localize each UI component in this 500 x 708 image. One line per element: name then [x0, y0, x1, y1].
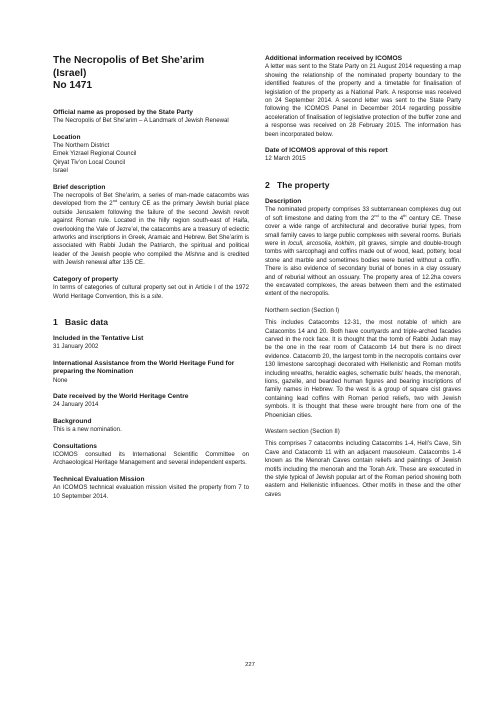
- section-heading: Additional information received by ICOMOS: [265, 55, 403, 62]
- section-text: None: [53, 376, 68, 384]
- section-heading: Date of ICOMOS approval of this report: [265, 147, 388, 155]
- section-heading: Category of property: [53, 275, 119, 283]
- background-section: [53, 418, 249, 435]
- section-text: 12 March 2015: [265, 155, 306, 163]
- section-text: This includes Catacombs 12-31, the most notable of which are Catacombs 14 and 20. Both have courtyards and triple-arched facades carved in the rock face. It is thought that the tomb of Rabbi Judah may be the one in the rear room of Catacomb 14 but there is no direct evidence. Catacomb 20, the largest tomb in the necropolis contains over 130 limestone sarcophagi decorated with Hellenistic and Roman motifs including wreaths, heraldic eagles, schematic bulls’ heads, the menorah, lions, gazelle, and bearded human figures and bearing inscriptions of family names in Hebrew. To the west is a group of square cist graves containing lead coffins with Roman period reliefs, two with Jewish symbols. It is thought that these were brought here from one of the Phoenician cities.: [265, 319, 461, 419]
- section-heading: Official name as proposed by the State Party: [53, 108, 193, 116]
- section-heading: Technical Evaluation Mission: [53, 475, 145, 483]
- location-line: Emek Yizrael Regional Council: [53, 150, 137, 158]
- section-title: Basic data: [65, 316, 108, 327]
- title-line: The Necropolis of Bet She’arim: [53, 55, 205, 66]
- section-number: 1: [53, 316, 58, 327]
- left-column: [53, 55, 249, 501]
- section-heading: Consultations: [53, 442, 97, 450]
- title-line: No 1471: [53, 80, 93, 92]
- tentative-section: [53, 335, 249, 352]
- northern-section: [265, 307, 461, 420]
- mission-section: [53, 476, 249, 501]
- section-text: 24 January 2014: [53, 401, 99, 409]
- official-name-section: [53, 109, 249, 126]
- section-heading: Brief description: [53, 183, 106, 191]
- document-title: [53, 55, 249, 93]
- date-received-section: [53, 393, 249, 410]
- subsection-heading: Western section (Section II): [265, 428, 340, 436]
- location-line: Israel: [53, 167, 68, 175]
- approval-section: [265, 147, 461, 164]
- section-text: An ICOMOS technical evaluation mission visited the property from 7 to 10 September 2014.: [53, 484, 249, 500]
- section-text: The nominated property comprises 33 subterranean complexes dug out of soft limestone and dating from the 2nd to the 4th century CE. These cover a wide range of architectural and decorative burial types, from small family caves to large public complexes with several rooms. Burials were in loculi, arcosolia, kokhim, pit graves, simple and double-trough tombs with sarcophagi and coffins made out of wood, lead, pottery, local stone and marble and sometimes bodies were buried without a coffin. There is also evidence of secondary burial of bones in a clay ossuary and of reburial without an ossuary. The property area of 12.2ha covers the excavated complexes, the areas between them and the estimated extent of the necropolis.: [265, 206, 461, 298]
- section-heading: Background: [53, 417, 92, 425]
- section-text: This comprises 7 catacombs including Catacombs 1-4, Hell’s Cave, Sih Cave and Catacomb 11 with an adjacent mausoleum. Catacombs 1-4 known as the Menorah Caves contain reliefs and paintings of Jewish motifs including the menorah and the Torah Ark. These are executed in the style typical of Jewish popular art of the Roman period showing both eastern and Hellenistic influences. Other motifs in these and the other caves: [265, 440, 461, 498]
- section-text: The Necropolis of Bet She’arim – A Landmark of Jewish Renewal: [53, 117, 229, 125]
- location-line: The Northern District: [53, 142, 110, 149]
- section-text: In terms of categories of cultural property set out in Article I of the 1972 World Heritage Convention, this is a site.: [53, 284, 249, 300]
- section-text: The necropolis of Bet She’arim, a series of man-made catacombs was developed from the 2nd century CE as the primary Jewish burial place outside Jerusalem following the failure of the second Jewish revolt against Roman rule. Located in the hilly region south-east of Haifa, overlooking the Vale of Jezre’el, the catacombs are a treasury of eclectic artworks and inscriptions in Greek, Aramaic and Hebrew. Bet She’arim is associated with Rabbi Judah the Patriarch, the spiritual and political leader of the Jewish people who compiled the Mishna and is credited with Jewish renewal after 135 CE.: [53, 192, 250, 267]
- section-text: This is a new nomination.: [53, 426, 122, 434]
- location-line: Qiryat Tiv’on Local Council: [53, 158, 126, 166]
- additional-info-section: [265, 55, 461, 139]
- section-text: A letter was sent to the State Party on 21 August 2014 requesting a map showing the relationship of the nominated property boundary to the identified features of the property and a timetable for finalisation of legislation of the property as a National Park. A response was received on 24 September 2014. A second letter was sent to the State Party following the ICOMOS Panel in December 2014 regarding possible acceleration of finalisation of legislative protection of the buffer zone and a response was received on 28 February 2015. The information has been incorporated below.: [265, 63, 461, 138]
- section-heading: International Assistance from the World Heritage Fund for preparing the Nomination: [53, 359, 235, 376]
- right-column: [265, 55, 461, 499]
- section-text: ICOMOS consulted its International Scientific Committee on Archaeological Heritage Management and several independent experts.: [53, 450, 249, 467]
- section-text: 31 January 2002: [53, 343, 99, 351]
- description-section: [265, 198, 461, 299]
- brief-description-section: [53, 184, 249, 268]
- assistance-section: [53, 360, 249, 385]
- section-1-heading: [53, 317, 249, 327]
- section-heading: Included in the Tentative List: [53, 334, 144, 342]
- category-section: [53, 276, 249, 301]
- title-line: (Israel): [53, 67, 87, 79]
- section-number: 2: [265, 179, 270, 190]
- section-title: The property: [277, 179, 330, 190]
- subsection-heading: Northern section (Section I): [265, 306, 340, 314]
- section-2-heading: [265, 180, 461, 190]
- section-heading: Date received by the World Heritage Centre: [53, 392, 189, 400]
- section-heading: Description: [265, 197, 302, 205]
- consultations-section: [53, 443, 249, 468]
- location-section: [53, 134, 249, 176]
- page-number: 227: [245, 662, 255, 668]
- western-section: [265, 428, 461, 499]
- section-heading: Location: [53, 133, 81, 141]
